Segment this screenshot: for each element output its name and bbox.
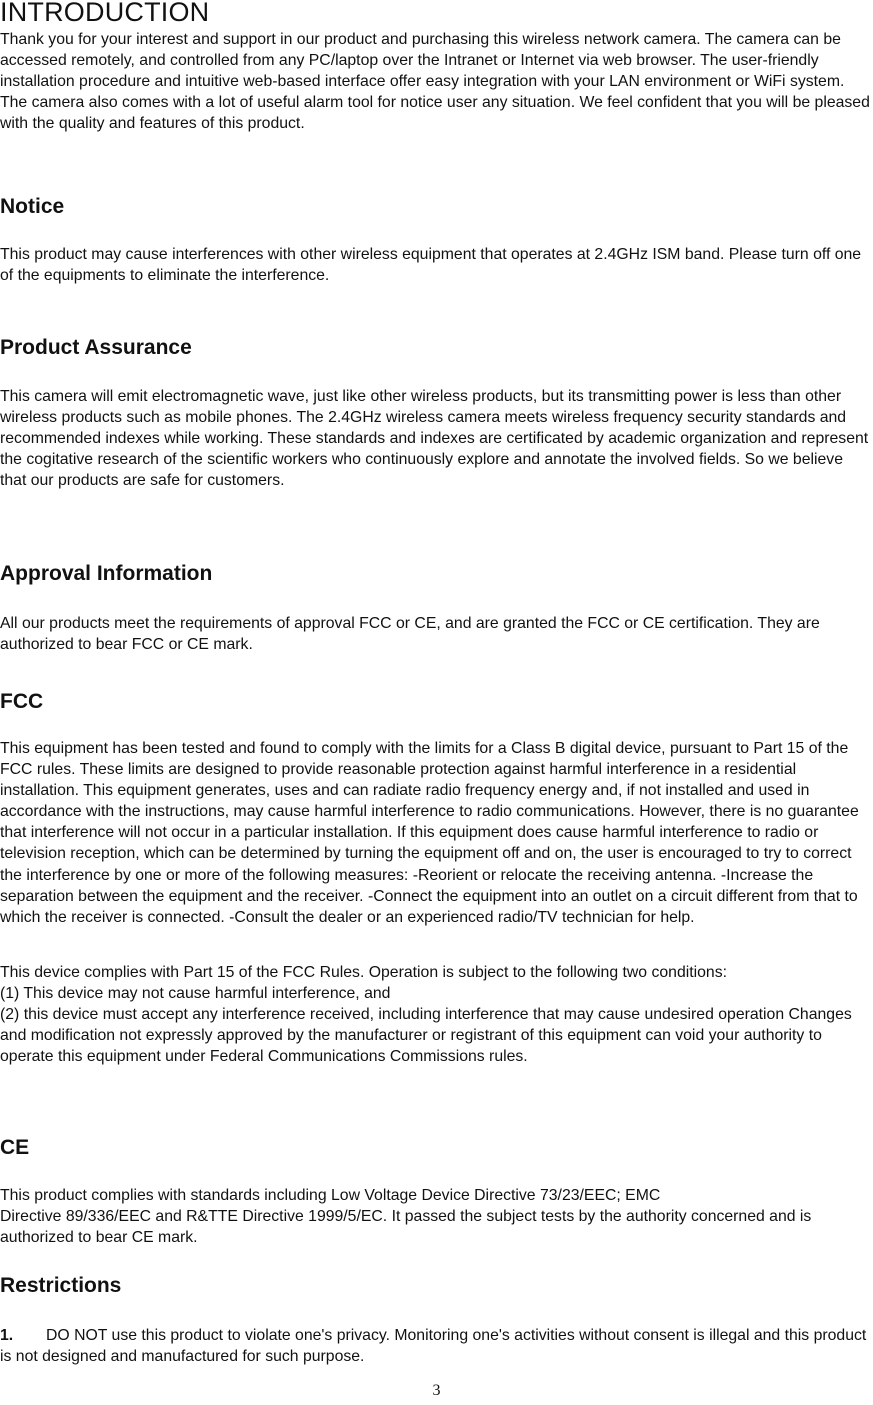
fcc-conditions-intro: This device complies with Part 15 of the FCC Rules. Operation is subject to the following two conditions: bbox=[0, 964, 727, 981]
restriction-item-number: 1. bbox=[0, 1327, 14, 1344]
fcc-paragraph-2 bbox=[0, 962, 873, 1067]
fcc-paragraph-1: This equipment has been tested and found to comply with the limits for a Class B digital device, pursuant to Part 15 of the FCC rules. These limits are designed to provide reasonable protection against harmful interference in a residential installation. This equipment generates, uses and can radiate radio frequency energy and, if not installed and used in accordance with the instructions, may cause harmful interference to radio communications. However, there is no guarantee that interference will not occur in a particular installation. If this equipment does cause harmful interference to radio or television reception, which can be determined by turning the equipment off and on, the user is encouraged to try to correct the interference by one or more of the following measures: -Reorient or relocate the receiving antenna. -Increase the separation between the equipment and the receiver. -Connect the equipment into an outlet on a circuit different from that to which the receiver is connected. -Consult the dealer or an experienced radio/TV technician for help. bbox=[0, 740, 859, 926]
ce-text-line-1: This product complies with standards including Low Voltage Device Directive 73/23/EEC; EMC bbox=[0, 1187, 661, 1204]
restriction-item-text: DO NOT use this product to violate one's privacy. Monitoring one's activities without consent is illegal and this product is not designed and manufactured for such purpose. bbox=[0, 1327, 867, 1366]
fcc-condition-2: (2) this device must accept any interference received, including interference that may cause undesired operation Changes and modification not expressly approved by the manufacturer or registrant of this equipment can void your authority to operate this equipment under Federal Communications Commissions rules. bbox=[0, 1006, 852, 1066]
page-number: 3 bbox=[432, 1382, 441, 1399]
introduction-text: Thank you for your interest and support in our product and purchasing this wireless network camera. The camera can be accessed remotely, and controlled from any PC/laptop over the Intranet or Internet via web browser. The user-friendly installation procedure and intuitive web-based interface offer easy integration with your LAN environment or WiFi system. The camera also comes with a lot of useful alarm tool for notice user any situation. We feel confident that you will be pleased with the quality and features of this product. bbox=[0, 31, 870, 133]
ce-text-line-2: Directive 89/336/EEC and R&TTE Directive 1999/5/EC. It passed the subject tests by the authority concerned and is authorized to bear CE mark. bbox=[0, 1208, 812, 1247]
notice-text: This product may cause interferences with other wireless equipment that operates at 2.4GHz ISM band. Please turn off one of the equipments to eliminate the interference. bbox=[0, 246, 862, 285]
product-assurance-heading: Product Assurance bbox=[0, 336, 192, 359]
ce-heading: CE bbox=[0, 1136, 30, 1159]
ce-text bbox=[0, 1185, 873, 1248]
fcc-heading: FCC bbox=[0, 690, 44, 713]
fcc-condition-1: (1) This device may not cause harmful interference, and bbox=[0, 985, 391, 1003]
product-assurance-text: This camera will emit electromagnetic wave, just like other wireless products, but its transmitting power is less than other wireless products such as mobile phones. The 2.4GHz wireless camera meets wireless frequency security standards and recommended indexes while working. These standards and indexes are certificated by academic organization and represent the cogitative research of the scientific workers who continuously explore and annotate the involved fields. So we believe that our products are safe for customers. bbox=[0, 388, 869, 490]
notice-heading: Notice bbox=[0, 195, 65, 218]
restriction-item-1 bbox=[0, 1325, 873, 1367]
approval-information-text: All our products meet the requirements of approval FCC or CE, and are granted the FCC or CE certification. They are authorized to bear FCC or CE mark. bbox=[0, 615, 820, 654]
restrictions-heading: Restrictions bbox=[0, 1274, 122, 1297]
approval-information-heading: Approval Information bbox=[0, 562, 213, 585]
introduction-heading: INTRODUCTION bbox=[0, 0, 210, 27]
